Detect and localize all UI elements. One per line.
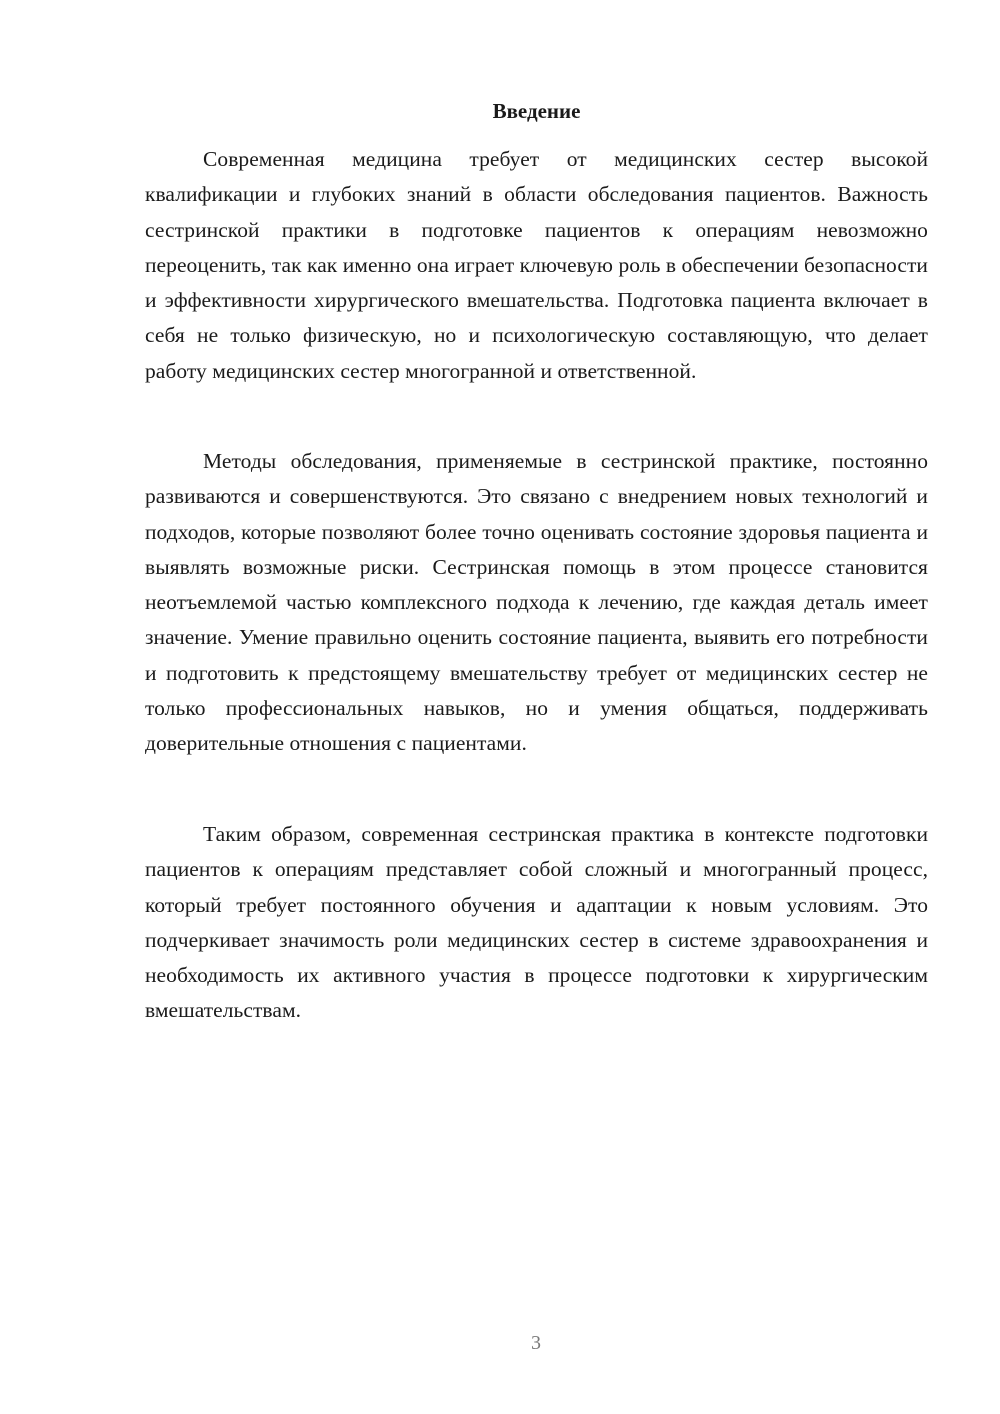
paragraph-1: Современная медицина требует от медицинских сестер высокой квалификации и глубоких знаний в области обследования пациентов. Важность сестринской практики в подготовке пациентов к операциям невозможно переоценить, так как именно она играет ключевую роль в обеспечении безопасности и эффективности хирургического вмешательства. Подготовка пациента включает в себя не только физическую, но и психологическую составляющую, что делает работу медицинских сестер многогранной и ответственной. (145, 147, 928, 383)
paragraph-2: Методы обследования, применяемые в сестринской практике, постоянно развиваются и совершенствуются. Это связано с внедрением новых технологий и подходов, которые позволяют более точно оценивать состояние здоровья пациента и выявлять возможные риски. Сестринская помощь в этом процессе становится неотъемлемой частью комплексного подхода к лечению, где каждая деталь имеет значение. Умение правильно оценить состояние пациента, выявить его потребности и подготовить к предстоящему вмешательству требует от медицинских сестер не только профессиональных навыков, но и умения общаться, поддерживать доверительные отношения с пациентами. (145, 449, 928, 756)
paragraph-3: Таким образом, современная сестринская практика в контексте подготовки пациентов к операциям представляет собой сложный и многогранный процесс, который требует постоянного обучения и адаптации к новым условиям. Это подчеркивает значимость роли медицинских сестер в системе здравоохранения и необходимость их активного участия в процессе подготовки к хирургическим вмешательствам. (145, 822, 928, 1023)
section-heading: Введение (492, 99, 581, 123)
page-number: 3 (531, 1332, 541, 1354)
